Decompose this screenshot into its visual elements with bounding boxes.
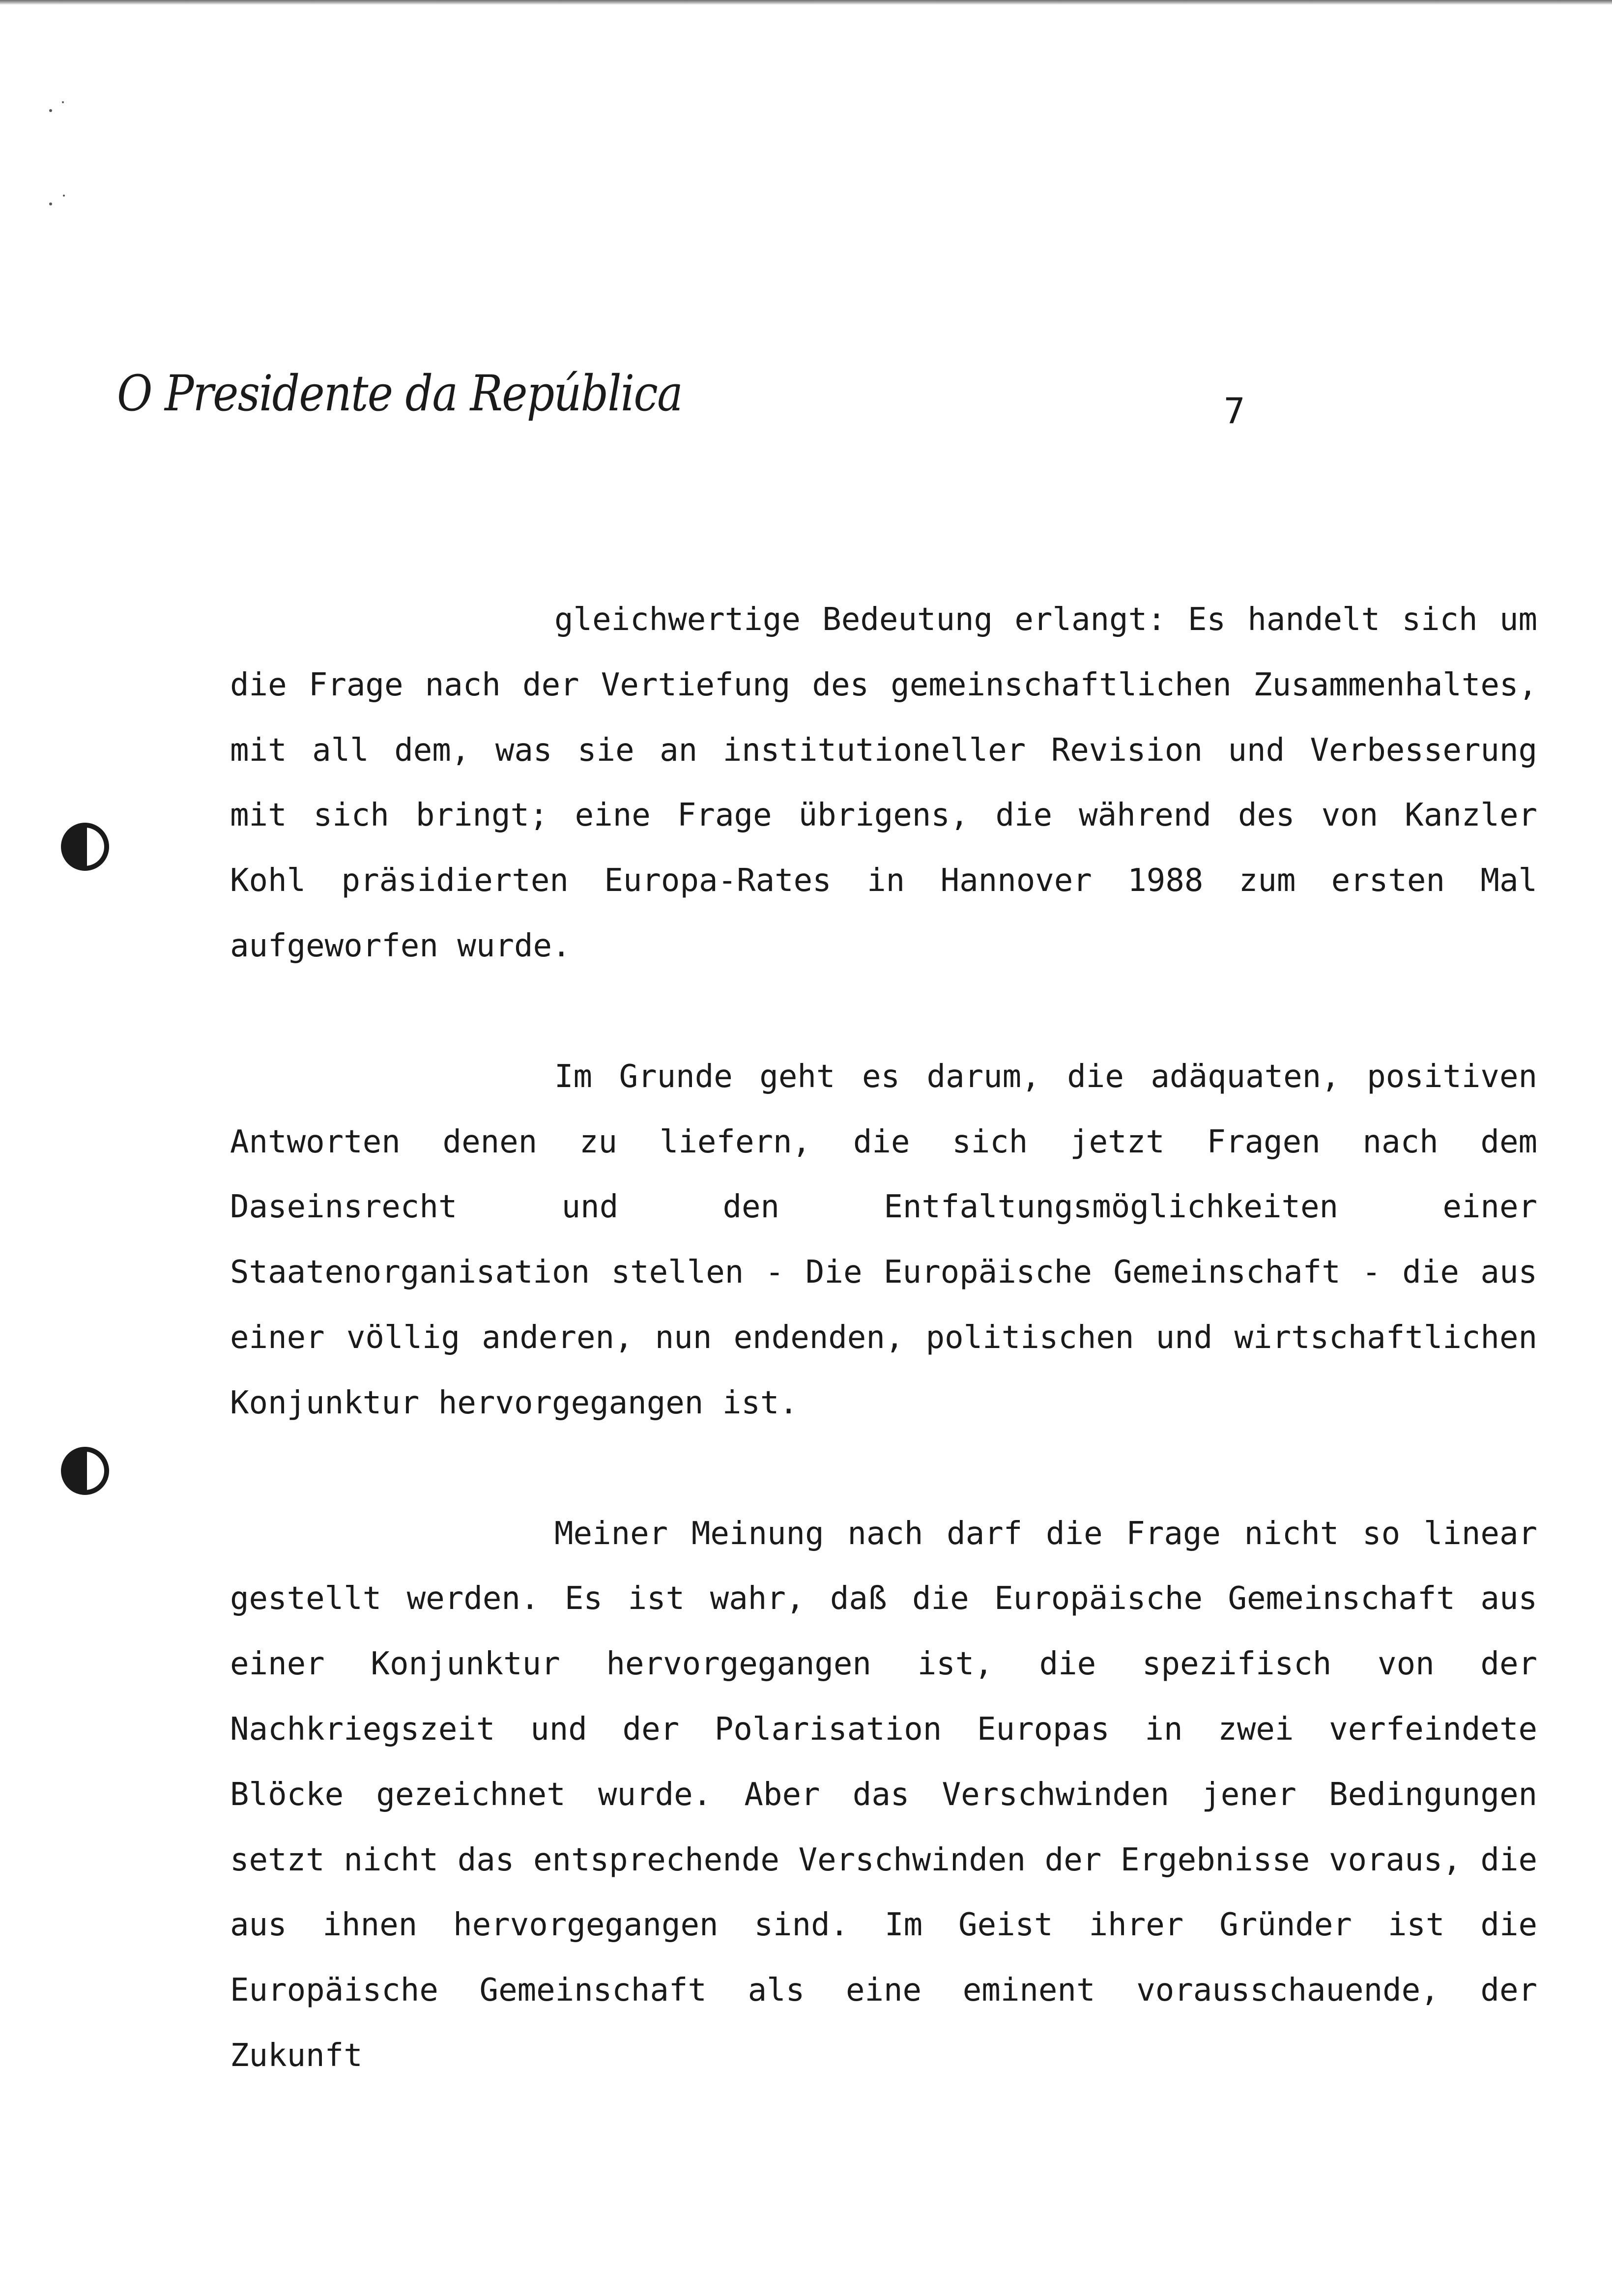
letterhead-signature xyxy=(113,364,703,428)
svg-text:O Presidente da República: O Presidente da República xyxy=(117,365,682,422)
scan-speck xyxy=(49,202,52,205)
punch-hole-mark xyxy=(58,1444,112,1498)
letterhead-script-image xyxy=(113,364,703,428)
paragraph-3: Meiner Meinung nach darf die Frage nicht so linear gestellt werden. Es ist wahr, daß die Europäische Gemeinschaft aus einer Konjunktur hervorgegangen ist, die spezifisch von der Nachkriegszeit und der Polarisation Europas in zwei verfeindete Blöcke gezeichnet wurde. Aber das Verschwinden jener Bedingungen setzt nicht das entsprechende Verschwinden der Ergebnisse voraus, die aus ihnen hervorgegangen sind. Im Geist ihrer Gründer ist die Europäische Gemeinschaft als eine eminent vorausschauende, der Zukunft xyxy=(230,1515,1537,2074)
scan-speck xyxy=(49,109,52,112)
paragraph-2: Im Grunde geht es darum, die adäquaten, positiven Antworten denen zu liefern, die sich jetzt Fragen nach dem Daseinsrecht und den Entfaltungsmöglichkeiten einer Staatenorganisation stellen - Die Europäische Gemeinschaft - die aus einer völlig anderen, nun endenden, politischen und wirtschaftlichen Konjunktur hervorgegangen ist. xyxy=(230,1058,1537,1421)
punch-hole-mark xyxy=(58,820,112,874)
scan-speck xyxy=(63,195,65,197)
paragraph-1: gleichwertige Bedeutung erlangt: Es handelt sich um die Frage nach der Vertiefung des gemeinschaftlichen Zusammenhaltes, mit all dem, was sie an institutioneller Revision und Verbesserung mit sich bringt; eine Frage übrigens, die während des von Kanzler Kohl präsidierten Europa-Rates in Hannover 1988 zum ersten Mal aufgeworfen wurde. xyxy=(230,602,1537,964)
scan-top-edge xyxy=(0,0,1612,5)
scan-speck xyxy=(62,101,64,103)
letter-body xyxy=(230,587,1537,2089)
page-number: 7 xyxy=(1224,390,1245,431)
